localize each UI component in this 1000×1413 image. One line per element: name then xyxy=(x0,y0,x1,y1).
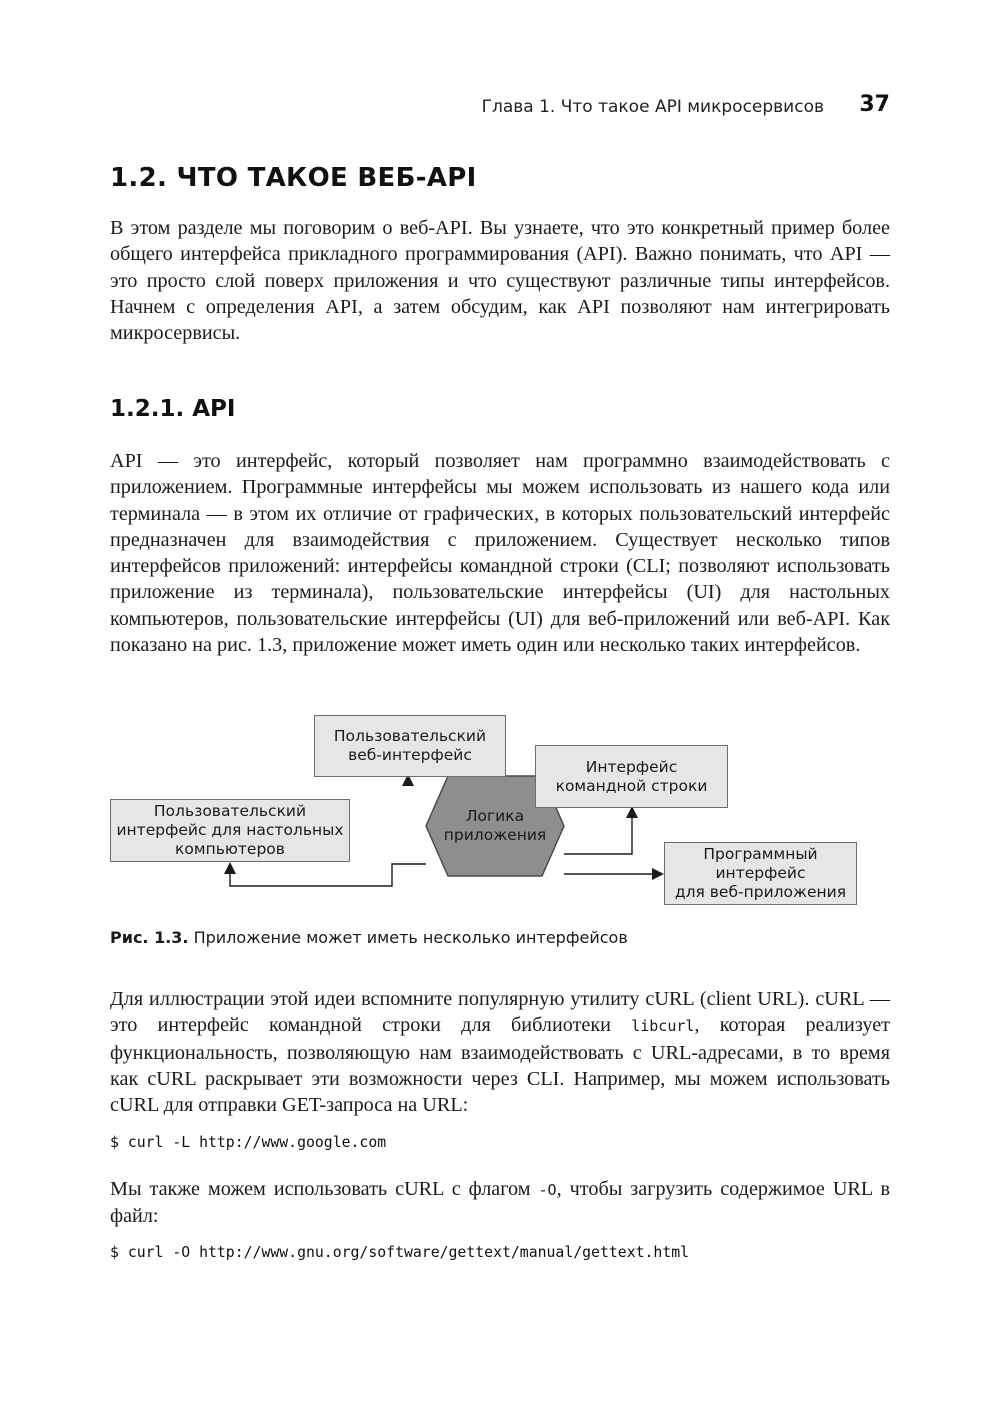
app-logic-line-2: приложения xyxy=(443,826,547,844)
flag-code: -O xyxy=(538,1181,557,1199)
caption-label: Рис. 1.3. xyxy=(110,928,189,947)
connector-cli xyxy=(564,816,632,854)
code-line-2: $ curl -O http://www.gnu.org/software/gettext/manual/gettext.html xyxy=(110,1244,690,1261)
app-logic-label xyxy=(426,776,564,876)
web-ui-line-1: Пользовательский xyxy=(333,727,487,745)
arrow-desktop-ui xyxy=(224,862,236,874)
cli-line-2: командной строки xyxy=(555,776,708,795)
running-title: Глава 1. Что такое API микросервисов xyxy=(481,97,824,117)
subsection-heading: 1.2.1. API xyxy=(110,396,236,422)
libcurl-code: libcurl xyxy=(631,1017,695,1036)
web-api-line-2: интерфейс xyxy=(715,864,806,882)
subsection-paragraph: API — это интерфейс, который позволяет нам программно взаимодействовать с приложением. Программные интерфейсы мы можем использовать из нашего кода или терминала — в этом их отличие от графических, в которых пользовательский интерфейс предназначен для взаимодействия с приложением. Существует несколько типов интерфейсов приложений: интерфейсы командной строки (CLI; позволяют использовать приложение из терминала), пользовательские интерфейсы (UI) для настольных компьютеров, пользовательские интерфейсы (UI) для веб-приложений или веб-API. Как показано на рис. 1.3, приложение может иметь один или несколько таких интерфейсов. xyxy=(110,450,890,657)
curl-paragraph xyxy=(110,986,890,1118)
web-ui-box xyxy=(314,715,506,777)
web-ui-line-2: веб-интерфейс xyxy=(348,746,472,764)
web-api-box xyxy=(664,842,857,905)
page-number: 37 xyxy=(859,92,890,117)
curl-paragraph-part-1: Для иллюстрации этой идеи вспомните популярную утилиту cURL (client URL). cURL — это интерфейс командной строки для библиотеки xyxy=(110,988,890,1037)
curl-paragraph-part-2: , которая реализует функциональность, позволяющую нам взаимодействовать с URL-адресами, в то время как cURL раскрывает эти возможности через CLI. Например, мы можем использовать cURL для отправки GET-запроса на URL: xyxy=(110,1014,890,1117)
flag-paragraph-part-1: Мы также можем использовать cURL с флагом xyxy=(110,1178,539,1200)
app-logic-line-1: Логика xyxy=(465,807,525,825)
desktop-ui-line-2: интерфейс для настольных xyxy=(116,821,344,839)
desktop-ui-box xyxy=(110,799,350,862)
section-paragraph: В этом разделе мы поговорим о веб-API. Вы узнаете, что это конкретный пример более общего интерфейса прикладного программирования (API). Важно понимать, что API — это просто слой поверх приложения и что существуют различные типы интерфейсов. Начнем с определения API, а затем обсудим, как API позволяют нам интегрировать микросервисы. xyxy=(110,217,890,345)
desktop-ui-line-3: компьютеров xyxy=(175,840,285,858)
figure-caption xyxy=(110,928,628,947)
running-head xyxy=(110,92,890,122)
flag-paragraph-part-2: , чтобы загрузить содержимое URL в файл: xyxy=(110,1178,890,1228)
flag-paragraph xyxy=(110,1176,890,1230)
web-api-line-3: для веб-приложения xyxy=(674,883,847,901)
arrow-web-api xyxy=(652,868,664,880)
cli-line-1: Интерфейс xyxy=(585,757,678,776)
section-heading: 1.2. ЧТО ТАКОЕ ВЕБ-API xyxy=(110,163,477,193)
web-api-line-1: Программный xyxy=(703,845,818,863)
code-line-1: $ curl -L http://www.google.com xyxy=(110,1134,387,1151)
connector-desktop-ui xyxy=(230,864,426,886)
interfaces-diagram xyxy=(110,712,870,912)
caption-text: Приложение может иметь несколько интерфейсов xyxy=(188,928,628,947)
desktop-ui-line-1: Пользовательский xyxy=(153,802,307,820)
